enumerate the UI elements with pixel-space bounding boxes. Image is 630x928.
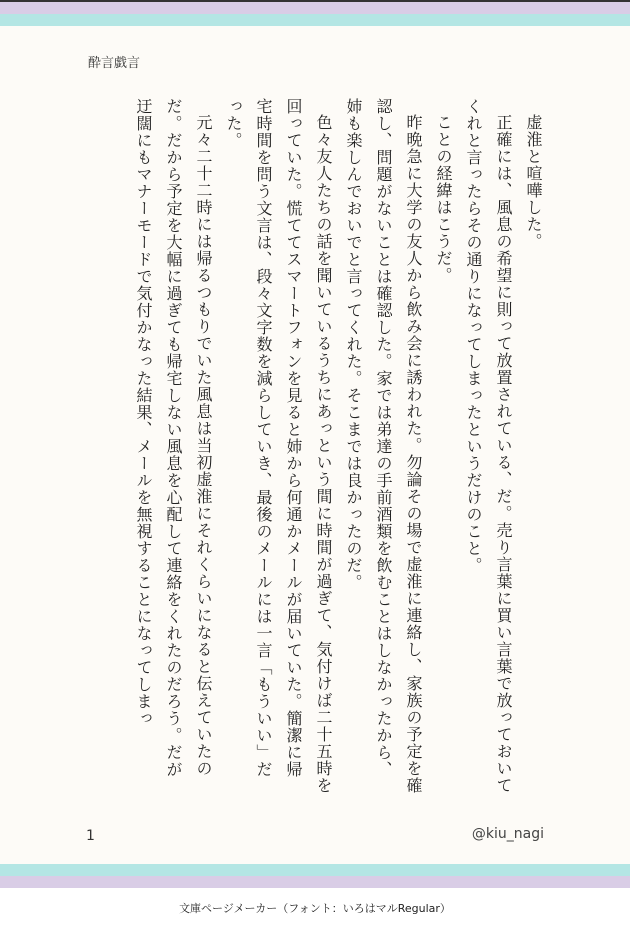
body-paragraph: 正確には、風息の希望に則って放置されている、だ。売り言葉に買い言葉で放っておいてくれと言ったらその通りになってしまったというだけのこと。 xyxy=(464,98,513,794)
top-stripe-purple xyxy=(0,2,630,14)
vertical-body-text xyxy=(88,98,548,794)
body-paragraph: 色々友人たちの話を聞いているうちにあっという間に時間が過ぎて、気付けば二十五時を回っていた。慌ててスマートフォンを見ると姉から何通かメールが届いていた。簡潔に帰宅時間を問う文言は、段々文字数を減らしていき、最後のメールには一言「もういい」だった。 xyxy=(224,98,333,794)
top-stripe-cyan xyxy=(0,14,630,26)
page-number: 1 xyxy=(86,828,95,844)
body-paragraph: 元々二十二時には帰るつもりでいた風息は当初虚淮にそれくらいになると伝えていたのだ。だから予定を大幅に過ぎても帰宅しない風息を心配して連絡をくれたのだろう。だが迂闊にもマナーモードで気付かなった結果、メールを無視することになってしまっ xyxy=(134,98,213,778)
body-paragraph: 昨晩急に大学の友人から飲み会に誘われた。勿論その場で虚淮に連絡し、家族の予定を確認し、問題がないことは確認した。家では弟達の手前酒類を飲むことはしなかったから、姉も楽しんでおいでと言ってくれた。そこまでは良かったのだ。 xyxy=(344,98,423,794)
body-paragraph: 虚淮と喧嘩した。 xyxy=(524,114,543,250)
body-paragraph: ことの経緯はこうだ。 xyxy=(434,114,453,284)
book-title: 酔言戯言 xyxy=(88,56,141,71)
generator-caption: 文庫ページメーカー（フォント：いろはマルRegular） xyxy=(179,902,451,915)
bottom-stripe-cyan xyxy=(0,864,630,876)
author-handle: @kiu_nagi xyxy=(471,826,544,842)
bottom-stripe-purple xyxy=(0,876,630,888)
